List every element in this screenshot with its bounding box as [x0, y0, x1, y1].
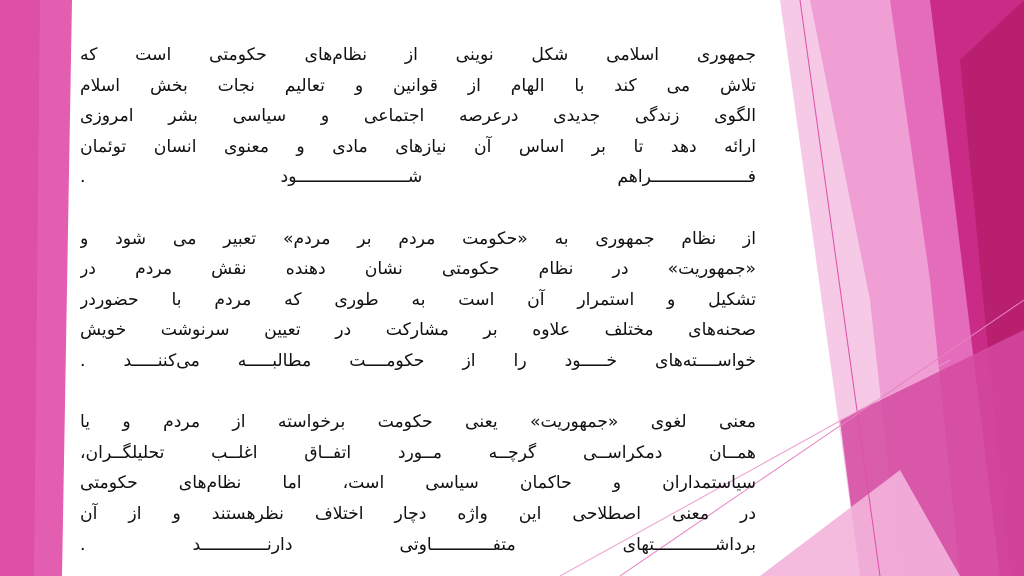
text-line: «جمهوریت» در نظام حکومتی نشان دهنده نقش مردم در [80, 259, 756, 280]
text-line: معنی لغوی «جمهوریت» یعنی حکومت برخواسته از مردم و یا [80, 412, 756, 433]
text-line: همــان دمکراســی گرچــه مــورد اتفــاق اغلــب تحلیلگــران، [80, 442, 756, 463]
text-line: ارائه دهد تا بر اساس آن نیازهای مادی و معنوی انسان توئمان [80, 136, 756, 157]
text-line: تلاش می کند با الهام از قوانین و تعالیم نجات بخش اسلام [80, 75, 756, 96]
text-line: الگوی زندگی جدیدی درعرصه اجتماعی و سیاسی بشر امروزی [80, 106, 756, 127]
text-line: تشکیل و استمرار آن است به طوری که مردم با حضوردر [80, 289, 756, 310]
text-line: خواســــته‌های خـــــود را از حکومــــت مطالبـــــه می‌کننـــــد . [80, 350, 756, 371]
text-line: برداشــــــــــــتهای متفــــــــــــاوتی دارنـــــــــــــد . [80, 534, 756, 555]
left-accent-strip-shade [0, 0, 40, 576]
text-line: فـــــــــــــــــــراهم شــــــــــــــــــــــود . [80, 167, 756, 188]
paragraph-1 [80, 40, 756, 193]
paragraph-3 [80, 407, 756, 560]
text-line: در معنی اصطلاحی این واژه دچار اختلاف نظرهستند و از آن [80, 503, 756, 524]
paragraph-2 [80, 224, 756, 377]
text-line: صحنه‌های مختلف علاوه بر مشارکت در تعیین سرنوشت خویش [80, 320, 756, 341]
body-text [80, 40, 756, 570]
text-line: از نظام جمهوری به «حکومت مردم بر مردم» تعبیر می شود و [80, 228, 756, 249]
text-line: سیاستمداران و حاکمان سیاسی است، اما نظام‌های حکومتی [80, 473, 756, 494]
text-line: جمهوری اسلامی شکل نوینی از نظام‌های حکومتی است که [80, 45, 756, 65]
